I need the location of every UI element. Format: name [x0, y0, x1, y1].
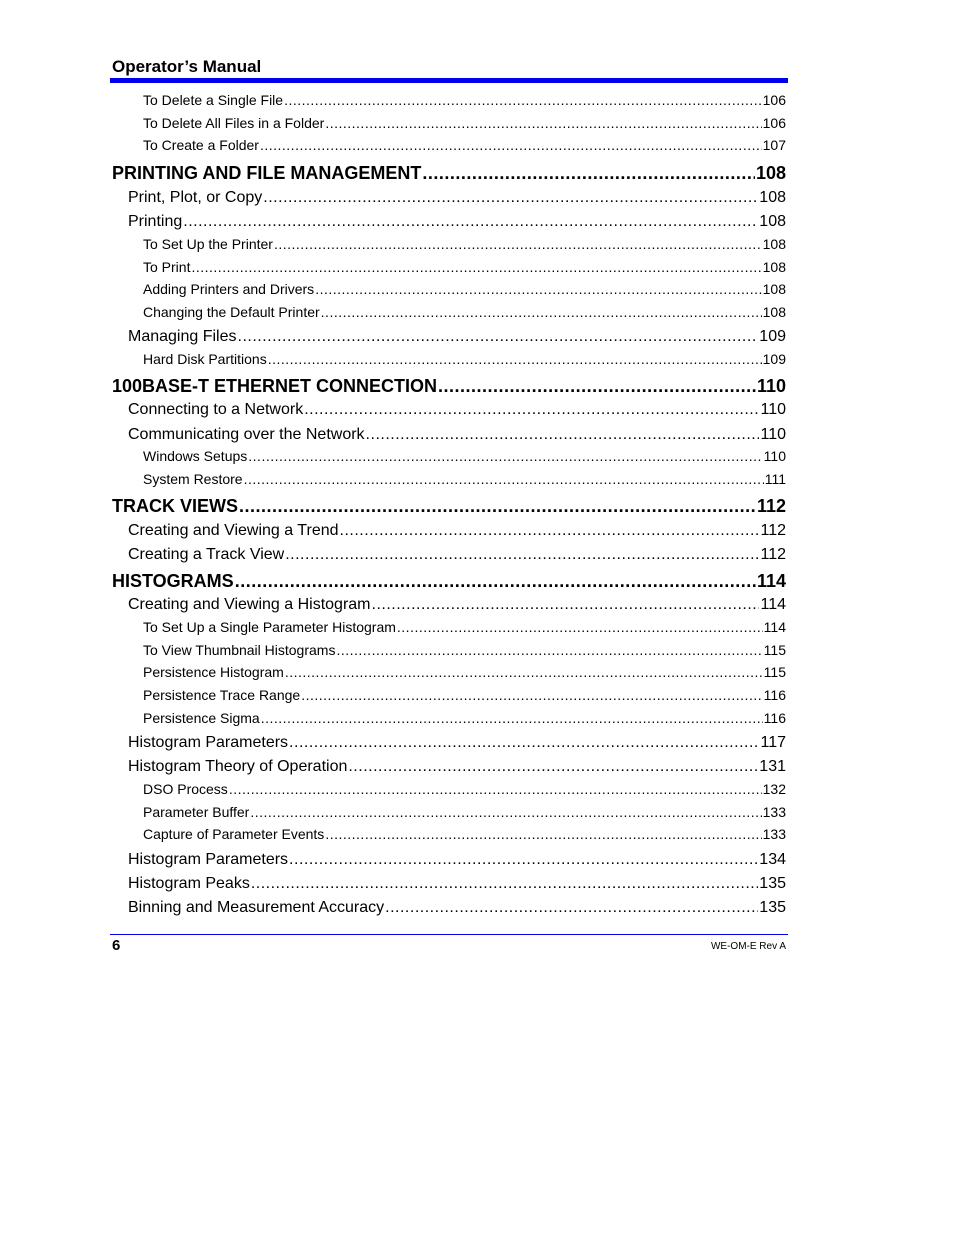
toc-dot-leader — [238, 328, 759, 346]
toc-entry-page: 114 — [760, 596, 786, 613]
toc-entry-label: Histogram Theory of Operation — [128, 758, 348, 775]
toc-entry-page: 111 — [764, 471, 786, 487]
toc-entry-label: Communicating over the Network — [128, 426, 365, 443]
toc-entry-label: Binning and Measurement Accuracy — [128, 899, 385, 916]
toc-entry-page: 112 — [760, 546, 786, 563]
toc-entry-page: 133 — [762, 826, 786, 842]
toc-dot-leader — [250, 804, 761, 820]
toc-entry-page: 109 — [762, 351, 786, 367]
toc-entry-label: To Delete a Single File — [143, 92, 284, 108]
toc-entry-page: 116 — [763, 710, 786, 726]
toc-dot-leader — [422, 163, 755, 184]
toc-entry[interactable] — [143, 115, 786, 131]
toc-entry[interactable] — [128, 758, 786, 776]
toc-entry[interactable] — [128, 875, 786, 893]
toc-dot-leader — [183, 213, 758, 231]
toc-dot-leader — [321, 304, 762, 320]
toc-dot-leader — [289, 851, 758, 869]
toc-entry-label: To Delete All Files in a Folder — [143, 115, 325, 131]
toc-entry[interactable] — [143, 137, 786, 153]
toc-entry[interactable] — [143, 826, 786, 842]
toc-dot-leader — [285, 546, 759, 564]
toc-entry-label: Histogram Peaks — [128, 875, 250, 892]
toc-entry[interactable] — [128, 189, 786, 207]
footer-revision: WE-OM-E Rev A — [710, 941, 786, 952]
toc-entry-label: PRINTING AND FILE MANAGEMENT — [112, 163, 422, 183]
toc-entry[interactable] — [143, 781, 786, 797]
toc-entry[interactable] — [128, 899, 786, 917]
header-rule — [110, 78, 788, 83]
toc-entry-page: 108 — [759, 189, 786, 206]
toc-entry[interactable] — [112, 163, 786, 184]
toc-dot-leader — [284, 92, 762, 108]
toc-dot-leader — [340, 522, 760, 540]
toc-dot-leader — [251, 875, 758, 893]
toc-entry[interactable] — [112, 376, 786, 397]
toc-entry-page: 114 — [756, 571, 786, 591]
toc-entry-page: 110 — [756, 376, 786, 396]
toc-entry[interactable] — [128, 734, 786, 752]
toc-entry-label: Histogram Parameters — [128, 734, 289, 751]
toc-dot-leader — [438, 376, 756, 397]
toc-entry[interactable] — [143, 710, 786, 726]
toc-entry-page: 108 — [762, 304, 786, 320]
toc-dot-leader — [397, 619, 763, 635]
toc-entry-page: 132 — [762, 781, 786, 797]
toc-entry-page: 112 — [756, 496, 786, 516]
toc-dot-leader — [366, 426, 760, 444]
toc-dot-leader — [268, 351, 762, 367]
toc-dot-leader — [372, 596, 760, 614]
toc-entry[interactable] — [128, 596, 786, 614]
toc-entry-page: 134 — [759, 851, 786, 868]
toc-entry[interactable] — [128, 328, 786, 346]
toc-entry-page: 131 — [759, 758, 786, 775]
toc-entry[interactable] — [128, 546, 786, 564]
toc-dot-leader — [301, 687, 762, 703]
toc-entry-page: 110 — [763, 448, 786, 464]
toc-entry[interactable] — [143, 281, 786, 297]
toc-entry-page: 106 — [762, 115, 786, 131]
toc-dot-leader — [274, 236, 762, 252]
toc-entry-page: 109 — [759, 328, 786, 345]
toc-entry-label: Printing — [128, 213, 183, 230]
toc-entry-label: To Set Up the Printer — [143, 236, 273, 252]
toc-entry[interactable] — [143, 471, 786, 487]
toc-entry[interactable] — [143, 304, 786, 320]
toc-entry-page: 116 — [763, 687, 786, 703]
toc-entry-label: Windows Setups — [143, 448, 248, 464]
toc-entry-label: DSO Process — [143, 781, 228, 797]
toc-entry-label: Capture of Parameter Events — [143, 826, 325, 842]
toc-entry-page: 114 — [763, 619, 786, 635]
toc-dot-leader — [244, 471, 764, 487]
toc-entry[interactable] — [143, 448, 786, 464]
toc-entry-page: 108 — [762, 236, 786, 252]
toc-dot-leader — [261, 710, 763, 726]
toc-dot-leader — [315, 281, 761, 297]
toc-entry-label: TRACK VIEWS — [112, 496, 238, 516]
footer-rule — [110, 934, 788, 935]
toc-entry[interactable] — [112, 496, 786, 517]
toc-entry[interactable] — [143, 236, 786, 252]
toc-dot-leader — [239, 496, 756, 517]
toc-entry[interactable] — [143, 664, 786, 680]
toc-entry-label: Changing the Default Printer — [143, 304, 320, 320]
toc-entry[interactable] — [143, 619, 786, 635]
toc-entry[interactable] — [128, 401, 786, 419]
toc-entry-label: Parameter Buffer — [143, 804, 250, 820]
toc-entry[interactable] — [128, 851, 786, 869]
toc-entry-label: Adding Printers and Drivers — [143, 281, 315, 297]
toc-entry-page: 117 — [760, 734, 786, 751]
toc-entry-page: 115 — [763, 642, 786, 658]
toc-entry[interactable] — [143, 92, 786, 108]
toc-entry[interactable] — [143, 687, 786, 703]
toc-entry-page: 135 — [759, 875, 786, 892]
toc-entry-label: Creating and Viewing a Trend — [128, 522, 339, 539]
toc-entry-page: 133 — [762, 804, 786, 820]
toc-entry[interactable] — [128, 522, 786, 540]
toc-entry[interactable] — [128, 213, 786, 231]
toc-dot-leader — [191, 259, 761, 275]
toc-entry-label: To Print — [143, 259, 191, 275]
toc-entry-label: Hard Disk Partitions — [143, 351, 267, 367]
toc-dot-leader — [385, 899, 758, 917]
toc-entry-page: 135 — [759, 899, 786, 916]
toc-entry[interactable] — [112, 571, 786, 592]
toc-entry-label: Print, Plot, or Copy — [128, 189, 263, 206]
toc-entry[interactable] — [128, 426, 786, 444]
toc-entry-label: Creating and Viewing a Histogram — [128, 596, 371, 613]
toc-dot-leader — [235, 571, 756, 592]
toc-entry-page: 115 — [763, 664, 786, 680]
toc-dot-leader — [304, 401, 759, 419]
toc-dot-leader — [325, 826, 761, 842]
toc-entry-page: 106 — [762, 92, 786, 108]
toc-entry-page: 112 — [760, 522, 786, 539]
toc-entry-label: To Create a Folder — [143, 137, 259, 153]
toc-entry-label: Histogram Parameters — [128, 851, 289, 868]
toc-entry[interactable] — [143, 259, 786, 275]
toc-dot-leader — [229, 781, 762, 797]
toc-entry-label: To View Thumbnail Histograms — [143, 642, 336, 658]
toc-dot-leader — [263, 189, 758, 207]
toc-entry-label: Persistence Sigma — [143, 710, 260, 726]
toc-entry-label: Persistence Histogram — [143, 664, 284, 680]
toc-entry-page: 108 — [759, 213, 786, 230]
toc-entry-page: 108 — [762, 281, 786, 297]
toc-entry-label: Connecting to a Network — [128, 401, 304, 418]
toc-dot-leader — [285, 664, 763, 680]
toc-entry-page: 110 — [760, 401, 786, 418]
manual-title: Operator’s Manual — [112, 57, 262, 76]
toc-entry[interactable] — [143, 351, 786, 367]
toc-entry[interactable] — [143, 804, 786, 820]
toc-dot-leader — [248, 448, 762, 464]
toc-entry-page: 108 — [755, 163, 786, 183]
toc-entry-label: Persistence Trace Range — [143, 687, 301, 703]
toc-entry-label: Managing Files — [128, 328, 237, 345]
footer-page-number: 6 — [112, 937, 121, 954]
toc-entry[interactable] — [143, 642, 786, 658]
toc-entry-label: 100BASE-T ETHERNET CONNECTION — [112, 376, 438, 396]
toc-entry-label: To Set Up a Single Parameter Histogram — [143, 619, 396, 635]
toc-dot-leader — [260, 137, 762, 153]
toc-dot-leader — [289, 734, 759, 752]
toc-entry-label: HISTOGRAMS — [112, 571, 234, 591]
toc-entry-page: 110 — [760, 426, 786, 443]
toc-dot-leader — [348, 758, 758, 776]
toc-entry-label: Creating a Track View — [128, 546, 285, 563]
toc-dot-leader — [325, 115, 761, 131]
toc-entry-label: System Restore — [143, 471, 243, 487]
toc-entry-page: 108 — [762, 259, 786, 275]
toc-dot-leader — [336, 642, 762, 658]
toc-entry-page: 107 — [762, 137, 786, 153]
